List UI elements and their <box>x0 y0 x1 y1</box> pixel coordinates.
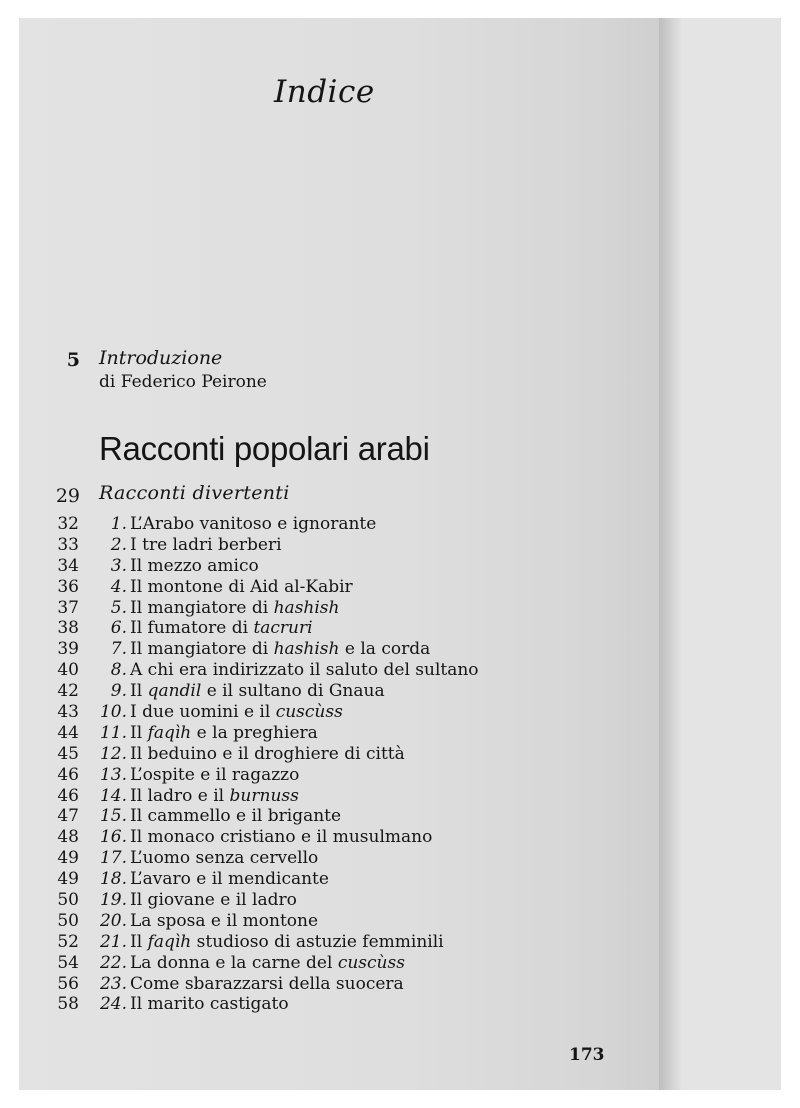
toc-entry-title-segment: Il montone di Aid al-Kabir <box>130 576 353 597</box>
toc-entry-page: 50 <box>57 910 79 931</box>
toc-entry <box>19 848 659 869</box>
toc-entry-title-segment: I due uomini e il <box>130 702 276 723</box>
scanned-page <box>19 18 781 1090</box>
toc-entry-page: 48 <box>57 827 79 848</box>
toc-entry-index: 21. <box>99 931 127 952</box>
toc-entry-title-segment: Il mangiatore di <box>130 639 274 660</box>
toc-entry-title-italic: burnuss <box>229 785 299 806</box>
toc-entry-title <box>130 869 329 890</box>
toc-entry-title-italic: tacruri <box>253 618 313 639</box>
toc-entry-title-segment: Il mezzo amico <box>130 555 259 576</box>
toc-entry <box>19 744 659 765</box>
toc-entry <box>19 577 659 598</box>
toc-entry-page: 45 <box>57 743 79 764</box>
toc-entry <box>19 681 659 702</box>
toc-entry-index: 2. <box>110 534 127 555</box>
toc-entry-page: 33 <box>57 534 79 555</box>
toc-entry-title-italic: qandil <box>147 681 202 702</box>
toc-entry-title-segment: A chi era indirizzato il saluto del sultano <box>130 660 479 681</box>
toc-entry-title-segment: Come sbarazzarsi della suocera <box>130 973 404 994</box>
toc-entry-title-segment: Il mangiatore di <box>130 597 274 618</box>
toc-entry-page: 40 <box>57 660 79 681</box>
toc-entry-index: 5. <box>110 597 127 618</box>
toc-entry-title <box>130 953 405 974</box>
toc-entry-title-segment: La sposa e il montone <box>130 910 319 931</box>
toc-entry-index: 14. <box>99 785 127 806</box>
toc-entry-title-segment: Il ladro e il <box>130 785 230 806</box>
toc-entry-title-segment: L’Arabo vanitoso e ignorante <box>130 514 377 534</box>
toc-entry <box>19 974 659 995</box>
toc-entry-index: 3. <box>110 555 127 576</box>
toc-entry <box>19 890 659 911</box>
toc-list <box>19 514 659 1015</box>
page-title: Indice <box>274 74 375 110</box>
toc-entry-index: 20. <box>99 910 127 931</box>
toc-entry-index: 24. <box>99 994 127 1015</box>
toc-entry-index: 1. <box>110 514 127 534</box>
toc-entry-index: 23. <box>99 973 127 994</box>
toc-entry-title-segment: Il marito castigato <box>130 994 289 1015</box>
intro-title: Introduzione <box>99 347 223 369</box>
toc-entry-page: 46 <box>57 764 79 785</box>
toc-entry-title <box>130 974 404 995</box>
toc-entry-page: 39 <box>57 639 79 660</box>
toc-entry-title-italic: cuscùss <box>275 702 343 723</box>
toc-entry-title-italic: cuscùss <box>337 952 405 973</box>
toc-entry-title <box>130 723 318 744</box>
toc-entry-page: 36 <box>57 576 79 597</box>
page-gutter <box>659 18 683 1090</box>
toc-entry-title-segment: L’ospite e il ragazzo <box>130 764 300 785</box>
toc-entry-title <box>130 827 432 848</box>
toc-entry-index: 11. <box>99 722 127 743</box>
toc-entry-page: 46 <box>57 785 79 806</box>
toc-entry-title-italic: hashish <box>273 597 340 618</box>
toc-entry-index: 4. <box>110 576 127 597</box>
toc-entry-title <box>130 702 343 723</box>
toc-entry-title-segment: L’uomo senza cervello <box>130 848 319 869</box>
toc-entry <box>19 598 659 619</box>
toc-entry <box>19 702 659 723</box>
toc-entry-page: 37 <box>57 597 79 618</box>
toc-entry-title-italic: faqìh <box>147 722 192 743</box>
toc-entry-title-segment: Il cammello e il brigante <box>130 806 342 827</box>
toc-entry-title-segment: Il fumatore di <box>130 618 254 639</box>
toc-entry <box>19 618 659 639</box>
toc-entry-page: 52 <box>57 931 79 952</box>
toc-entry-title <box>130 639 430 660</box>
toc-entry-title-segment: Il giovane e il ladro <box>130 890 297 911</box>
toc-entry-title <box>130 577 353 598</box>
toc-entry <box>19 911 659 932</box>
toc-entry-title-segment: studioso di astuzie femminili <box>191 931 444 952</box>
toc-entry-page: 50 <box>57 890 79 911</box>
toc-entry-index: 10. <box>99 702 127 723</box>
toc-entry-index: 9. <box>110 681 127 702</box>
toc-entry-index: 17. <box>99 848 127 869</box>
toc-entry-title <box>130 786 299 807</box>
toc-entry <box>19 765 659 786</box>
toc-entry-page: 34 <box>57 555 79 576</box>
toc-entry-title <box>130 660 479 681</box>
toc-entry-title-segment: Il <box>130 681 148 702</box>
toc-entry-page: 43 <box>57 702 79 723</box>
toc-entry-index: 12. <box>99 743 127 764</box>
toc-entry <box>19 827 659 848</box>
toc-entry-page: 49 <box>57 869 79 890</box>
toc-entry-page: 47 <box>57 806 79 827</box>
toc-entry-title-italic: hashish <box>273 639 340 660</box>
toc-entry-title-segment: Il monaco cristiano e il musulmano <box>130 827 433 848</box>
toc-entry-page: 44 <box>57 722 79 743</box>
toc-entry <box>19 723 659 744</box>
toc-entry <box>19 786 659 807</box>
toc-entry-title <box>130 514 376 535</box>
toc-entry-title <box>130 890 297 911</box>
toc-entry-title-segment: I tre ladri berberi <box>130 534 282 555</box>
toc-entry <box>19 639 659 660</box>
toc-entry-index: 19. <box>99 890 127 911</box>
toc-entry <box>19 806 659 827</box>
toc-entry-page: 49 <box>57 848 79 869</box>
toc-entry-title-segment: Il beduino e il droghiere di città <box>130 743 405 764</box>
toc-entry-title <box>130 618 313 639</box>
toc-entry-index: 22. <box>99 952 127 973</box>
toc-entry-title-segment: Il <box>130 931 148 952</box>
toc-entry-title-segment: L’avaro e il mendicante <box>130 869 329 890</box>
toc-entry-index: 6. <box>110 618 127 639</box>
toc-entry-title-italic: faqìh <box>147 931 192 952</box>
folio-page-number: 173 <box>569 1045 605 1065</box>
intro-author: di Federico Peirone <box>99 372 267 392</box>
toc-entry-title <box>130 681 385 702</box>
toc-entry-title <box>130 848 318 869</box>
toc-entry-title <box>130 932 444 953</box>
toc-entry-title-segment: Il <box>130 722 148 743</box>
toc-entry-index: 8. <box>110 660 127 681</box>
toc-entry-index: 7. <box>110 639 127 660</box>
toc-entry-title-segment: e la preghiera <box>191 722 318 743</box>
toc-entry <box>19 556 659 577</box>
toc-entry-title <box>130 556 259 577</box>
toc-entry-title <box>130 911 318 932</box>
toc-entry-title-segment: e la corda <box>339 639 431 660</box>
toc-entry-page: 42 <box>57 681 79 702</box>
toc-entry <box>19 535 659 556</box>
toc-entry-page: 58 <box>57 994 79 1015</box>
toc-entry-page: 56 <box>57 973 79 994</box>
toc-entry-index: 15. <box>99 806 127 827</box>
toc-entry <box>19 660 659 681</box>
adjacent-page-edge <box>683 18 781 1090</box>
toc-entry <box>19 514 659 535</box>
toc-entry-title-segment: e il sultano di Gnaua <box>201 681 385 702</box>
toc-entry-title <box>130 744 405 765</box>
toc-entry-page: 32 <box>57 514 79 534</box>
toc-entry-title-segment: La donna e la carne del <box>130 952 338 973</box>
section-heading: Racconti popolari arabi <box>99 430 430 467</box>
book-page <box>19 18 659 1090</box>
toc-entry-title <box>130 535 282 556</box>
toc-entry-title <box>130 765 299 786</box>
toc-entry <box>19 953 659 974</box>
toc-entry-page: 38 <box>57 618 79 639</box>
toc-entry-index: 18. <box>99 869 127 890</box>
toc-entry-title <box>130 994 289 1015</box>
toc-entry-title <box>130 598 339 619</box>
toc-entry-index: 13. <box>99 764 127 785</box>
toc-entry-page: 54 <box>57 952 79 973</box>
subsection-page-number: 29 <box>55 485 80 507</box>
toc-entry-index: 16. <box>99 827 127 848</box>
toc-entry-title <box>130 806 341 827</box>
subsection-title: Racconti divertenti <box>99 482 290 504</box>
toc-entry <box>19 994 659 1015</box>
intro-page-number: 5 <box>66 349 80 371</box>
toc-entry <box>19 932 659 953</box>
toc-entry <box>19 869 659 890</box>
